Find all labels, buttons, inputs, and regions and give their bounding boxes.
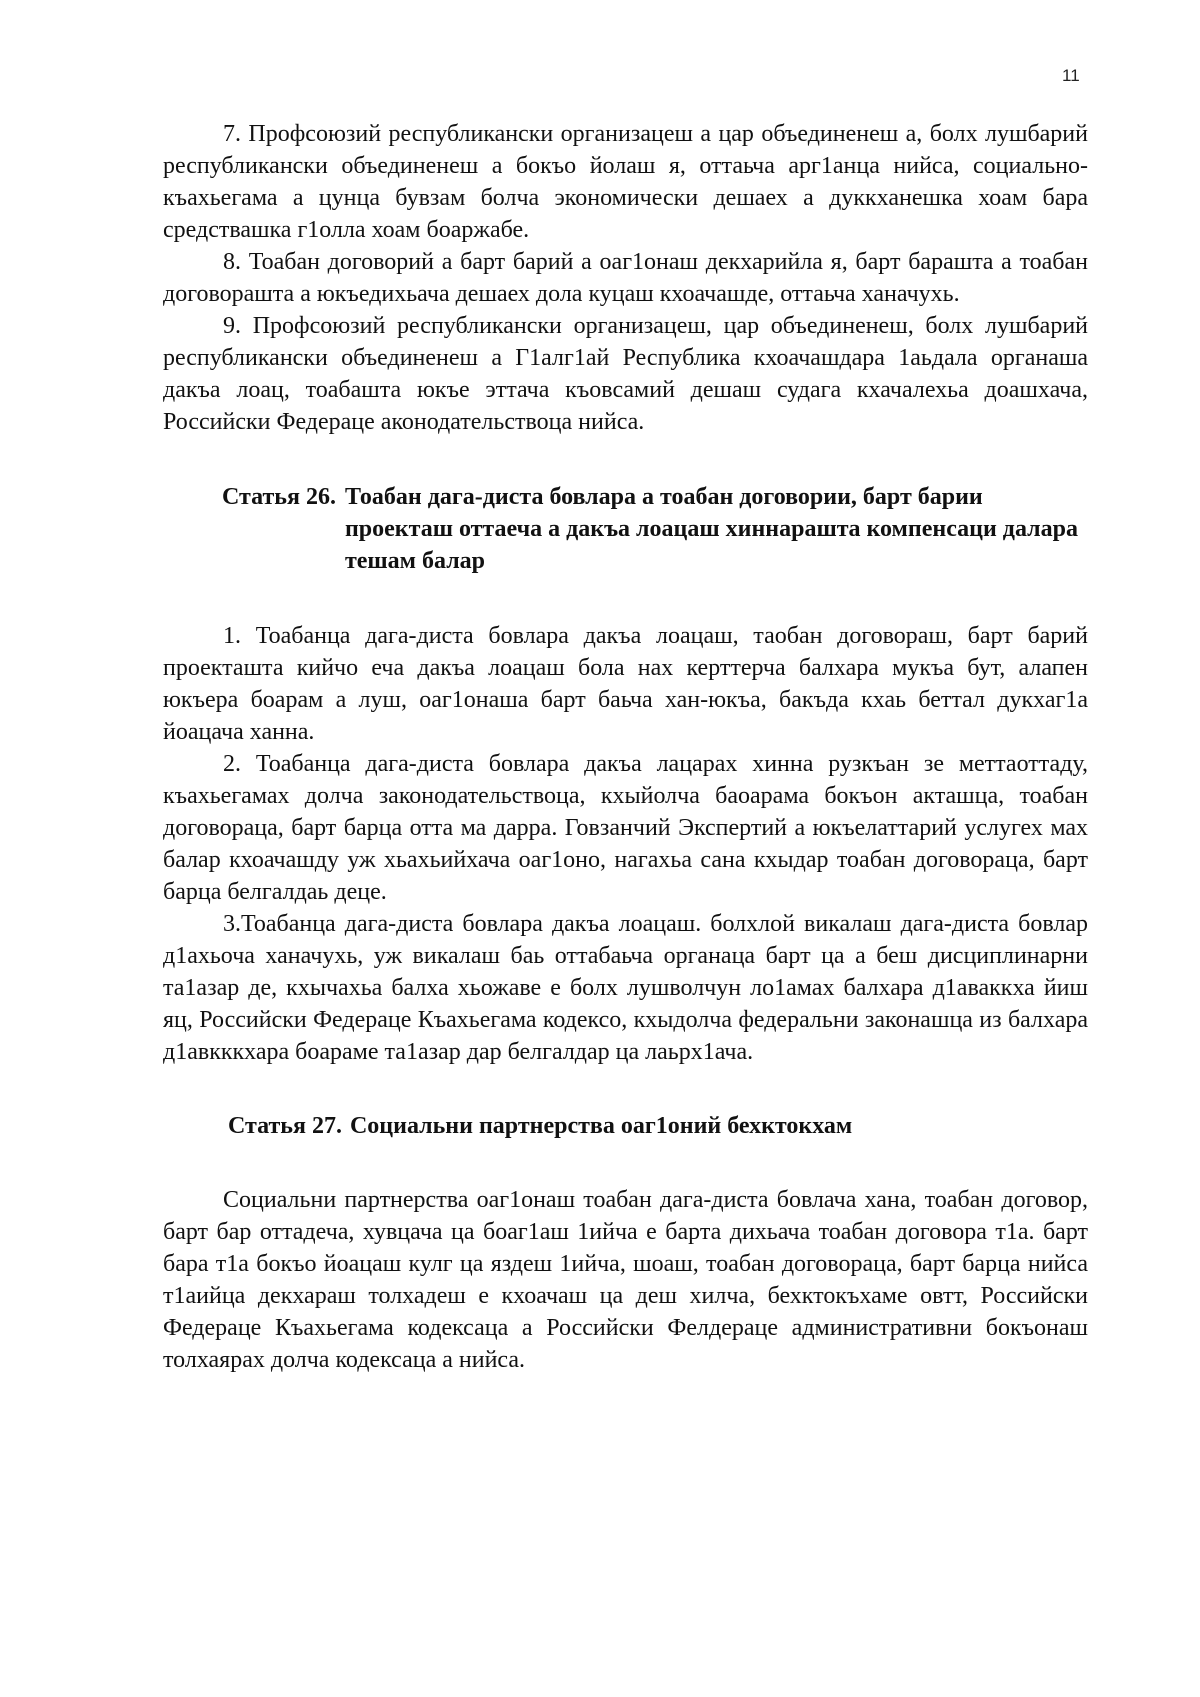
- article-26-body: [163, 620, 1088, 1068]
- article-27-label: Статья 27.: [228, 1113, 342, 1139]
- article-26-heading: [163, 481, 1088, 577]
- article-26-paragraph-1: 1. Тоабанца дага-диста бовлара дакъа лоацаш, таобан договораш, барт барий проекташта кийчо еча дакъа лоацаш бола нах керттерча балхара мукъа бут, алапен юкъера боарам а луш, оаг1онаша барт баьча хан-юкъа, бакъда кхаь беттал дукхаг1а йоацача ханна.: [163, 623, 1088, 745]
- article-27-body: [163, 1184, 1088, 1376]
- section-a: [163, 118, 1088, 438]
- article-26-title: Тоабан дага-диста бовлара а тоабан договории, барт барии проекташ оттаеча а дакъа лоацаш хиннараштa компенсаци далара тешам балар: [344, 484, 1078, 574]
- article-27-heading: [163, 1110, 1088, 1142]
- article-26-paragraph-2: 2. Тоабанца дага-диста бовлара дакъа лацарах хинна рузкъан зе меттаоттаду, къахьегамах долча законодательствоца, кхыйолча баоарама бокъон акташца, тоабан договорaца, барт барца отта ма дарра. Говзанчий Экспертий а юкъелаттарий услугех мах балар кхоачашду уж хьахьийхача оаг1оно, нагахьа сана кхыдар тоабан договорaца, барт барца белгалдаь деце.: [163, 751, 1088, 905]
- paragraph-8: 8. Тоабан договорий а барт барий а оаг1онаш декхарийла я, барт бараштa а тоабан договорашта а юкъедихьача дешаех дола куцаш кхоачашде, оттаьча ханачухь.: [163, 249, 1088, 307]
- article-26-paragraph-3: 3.Тоабанца дага-диста бовлара дакъа лоацаш. болхлой викалаш дага-диста бовлар д1ахьоча ханачухь, уж викалаш баь оттабаьча органаца барт ца а беш дисциплинарни та1азар де, кхычахьа балха хьожаве е болх лушволчун ло1амах балхара д1аваккха йиш яц, Российски Федераце Къахьегама кодексо, кхыдолча федеральни законашца из балхара д1авкккхара боараме та1азар дар белгалдар ца лаьрх1ача.: [163, 911, 1088, 1065]
- paragraph-7: 7. Профсоюзий республикански организацеш а цар объединенеш а, болх лушбарий республикански объединенеш а бокъо йолаш я, оттаьча арг1анца нийса, социально-къахьегама а цунца бувзам болча экономически дешаех а дуккханешка хоам бара средствашка г1олла хоам боаржабе.: [163, 121, 1088, 243]
- paragraph-9: 9. Профсоюзий республикански организацеш, цар объединенеш, болх лушбарий республикански объединенеш а Г1алг1ай Республика кхоачашдара 1аьдала органаша дакъа лоац, тоабашта юкъе эттача къовсамий дешаш судага кхачалехьа доашхача, Российски Федераце аконодательствоца нийса.: [163, 313, 1088, 435]
- article-26-label: Статья 26.: [222, 484, 336, 510]
- page-content: [163, 118, 1088, 1376]
- article-27-paragraph-1: Социальни партнерства оаг1онаш тоабан дага-диста бовлача хана, тоабан договор, барт бар оттадеча, хувцача ца боаг1аш 1ийча е барта дихьача тоабан договора т1а. барт бара т1а бокъо йоацаш кулг ца яздеш 1ийча, шоаш, тоабан договорaца, барт барца нийса т1аийца декхараш толхадеш е кхоачаш ца деш хилча, бехктокъхаме овтт, Российски Федераце Къахьегама кодексаца а Российски Фелдераце административни бокъонаш толхаярах долча кодексаца а нийса.: [163, 1187, 1088, 1373]
- page-number: 11: [1062, 66, 1080, 85]
- article-27-title: Социальни партнерства оаг1оний бехктокхам: [349, 1113, 853, 1139]
